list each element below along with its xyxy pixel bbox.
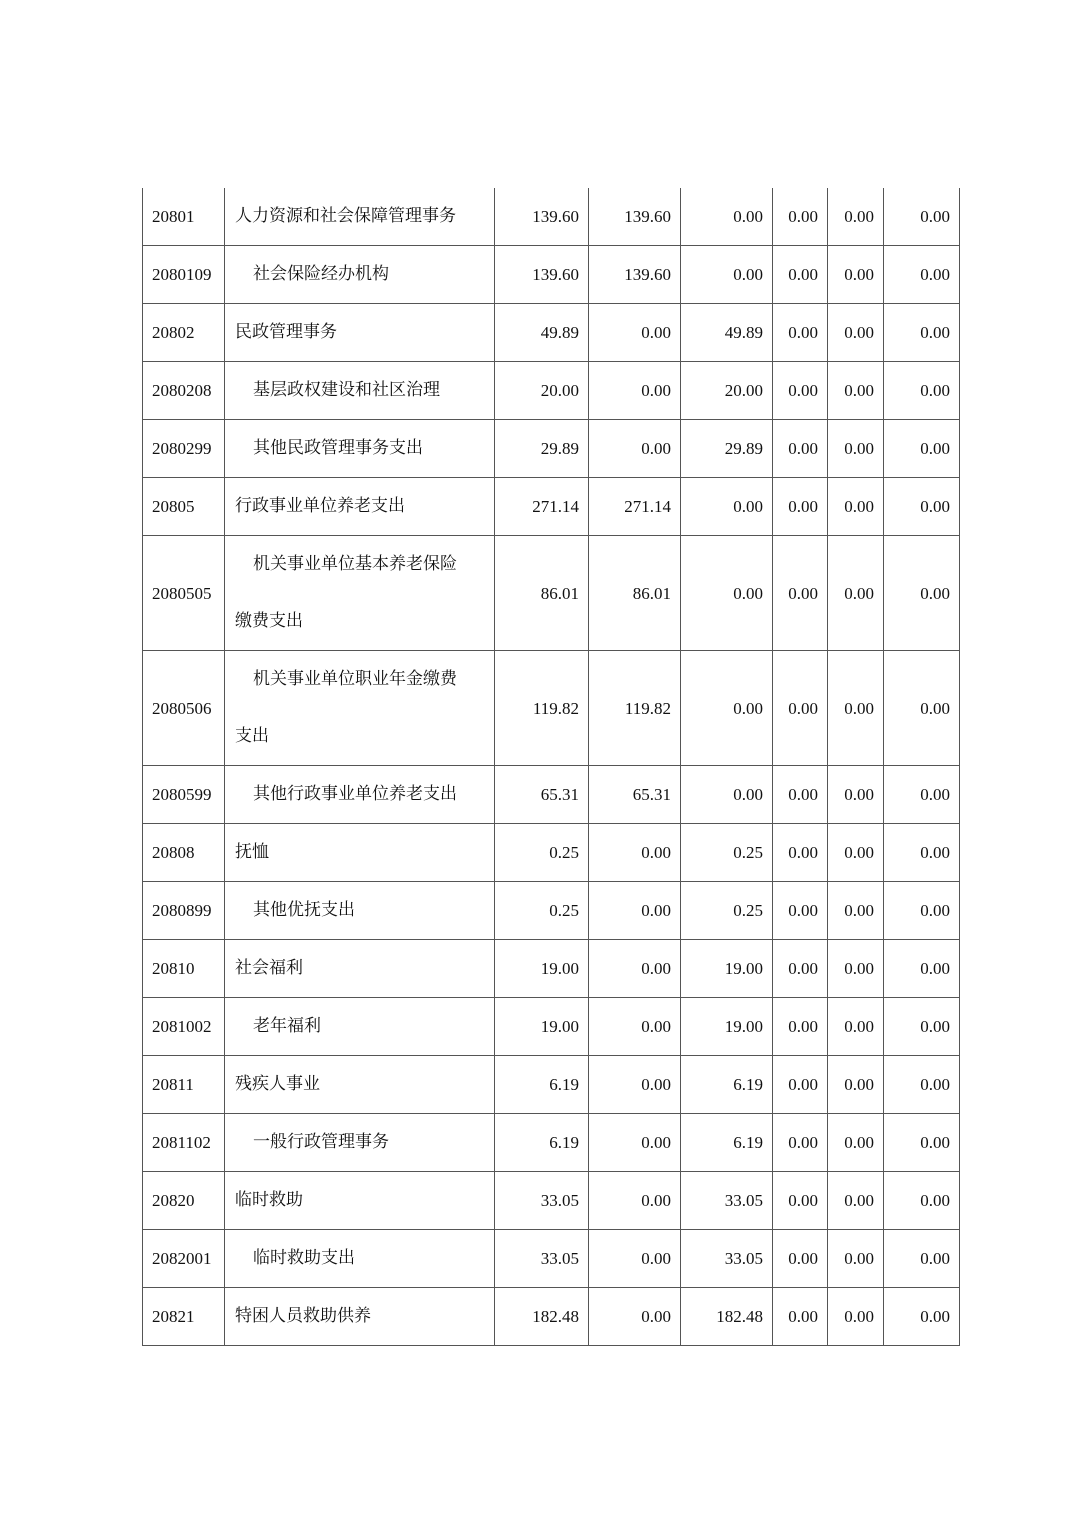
amount-cell: 0.00 xyxy=(828,766,884,824)
subject-code-cell: 2081102 xyxy=(143,1114,225,1172)
amount-cell: 0.00 xyxy=(884,1172,960,1230)
amount-cell: 271.14 xyxy=(589,478,681,536)
subject-code-cell: 20821 xyxy=(143,1288,225,1346)
amount-cell: 33.05 xyxy=(681,1172,773,1230)
subject-code-cell: 20802 xyxy=(143,304,225,362)
table-row xyxy=(143,362,960,420)
amount-cell: 0.00 xyxy=(773,420,828,478)
amount-cell: 0.00 xyxy=(828,940,884,998)
table-row xyxy=(143,478,960,536)
amount-cell: 182.48 xyxy=(681,1288,773,1346)
subject-code-cell: 20811 xyxy=(143,1056,225,1114)
subject-name-cell: 老年福利 xyxy=(225,998,495,1056)
amount-cell: 271.14 xyxy=(495,478,589,536)
table-row xyxy=(143,420,960,478)
amount-cell: 49.89 xyxy=(495,304,589,362)
amount-cell: 0.00 xyxy=(773,536,828,651)
amount-cell: 0.00 xyxy=(589,940,681,998)
amount-cell: 0.00 xyxy=(589,362,681,420)
table-row xyxy=(143,536,960,651)
amount-cell: 0.00 xyxy=(828,362,884,420)
amount-cell: 0.00 xyxy=(773,1172,828,1230)
amount-cell: 0.00 xyxy=(884,766,960,824)
amount-cell: 0.00 xyxy=(773,1114,828,1172)
table-row xyxy=(143,882,960,940)
amount-cell: 0.00 xyxy=(828,651,884,766)
amount-cell: 65.31 xyxy=(495,766,589,824)
amount-cell: 0.25 xyxy=(681,882,773,940)
amount-cell: 0.00 xyxy=(884,478,960,536)
amount-cell: 0.00 xyxy=(589,420,681,478)
subject-name-cell: 临时救助支出 xyxy=(225,1230,495,1288)
amount-cell: 0.00 xyxy=(773,362,828,420)
amount-cell: 0.00 xyxy=(681,536,773,651)
subject-code-cell: 2080299 xyxy=(143,420,225,478)
amount-cell: 0.00 xyxy=(828,1230,884,1288)
subject-name-cell: 民政管理事务 xyxy=(225,304,495,362)
amount-cell: 0.00 xyxy=(884,246,960,304)
subject-name-cell: 临时救助 xyxy=(225,1172,495,1230)
amount-cell: 0.00 xyxy=(884,1230,960,1288)
amount-cell: 0.00 xyxy=(884,824,960,882)
table-row xyxy=(143,1172,960,1230)
amount-cell: 0.00 xyxy=(773,188,828,246)
amount-cell: 0.00 xyxy=(589,1172,681,1230)
budget-table-container xyxy=(142,188,959,1346)
subject-name-cell: 一般行政管理事务 xyxy=(225,1114,495,1172)
amount-cell: 33.05 xyxy=(681,1230,773,1288)
amount-cell: 0.00 xyxy=(589,304,681,362)
amount-cell: 0.00 xyxy=(773,998,828,1056)
amount-cell: 0.00 xyxy=(681,246,773,304)
amount-cell: 19.00 xyxy=(681,998,773,1056)
amount-cell: 0.00 xyxy=(884,536,960,651)
amount-cell: 182.48 xyxy=(495,1288,589,1346)
amount-cell: 0.00 xyxy=(773,766,828,824)
amount-cell: 86.01 xyxy=(589,536,681,651)
table-row xyxy=(143,188,960,246)
table-row xyxy=(143,246,960,304)
amount-cell: 0.00 xyxy=(589,1288,681,1346)
amount-cell: 6.19 xyxy=(495,1114,589,1172)
amount-cell: 0.00 xyxy=(884,1114,960,1172)
subject-code-cell: 2080109 xyxy=(143,246,225,304)
subject-name-line: 支出 xyxy=(235,726,269,746)
subject-name-cell: 社会福利 xyxy=(225,940,495,998)
amount-cell: 29.89 xyxy=(495,420,589,478)
subject-name-cell: 社会保险经办机构 xyxy=(225,246,495,304)
amount-cell: 65.31 xyxy=(589,766,681,824)
amount-cell: 0.00 xyxy=(773,304,828,362)
amount-cell: 0.00 xyxy=(589,824,681,882)
table-row xyxy=(143,766,960,824)
subject-code-cell: 2080506 xyxy=(143,651,225,766)
amount-cell: 0.00 xyxy=(773,651,828,766)
subject-code-cell: 2080599 xyxy=(143,766,225,824)
amount-cell: 6.19 xyxy=(681,1114,773,1172)
subject-name-cell: 残疾人事业 xyxy=(225,1056,495,1114)
amount-cell: 0.00 xyxy=(773,1230,828,1288)
amount-cell: 0.00 xyxy=(828,882,884,940)
amount-cell: 139.60 xyxy=(589,246,681,304)
amount-cell: 139.60 xyxy=(589,188,681,246)
amount-cell: 0.00 xyxy=(884,304,960,362)
subject-code-cell: 2080899 xyxy=(143,882,225,940)
amount-cell: 0.00 xyxy=(828,246,884,304)
amount-cell: 0.00 xyxy=(589,1230,681,1288)
table-row xyxy=(143,651,960,766)
subject-name-cell: 人力资源和社会保障管理事务 xyxy=(225,188,495,246)
amount-cell: 20.00 xyxy=(495,362,589,420)
amount-cell: 0.00 xyxy=(681,478,773,536)
amount-cell: 0.00 xyxy=(681,651,773,766)
subject-name-cell: 抚恤 xyxy=(225,824,495,882)
subject-name-cell: 其他民政管理事务支出 xyxy=(225,420,495,478)
amount-cell: 0.00 xyxy=(884,882,960,940)
subject-code-cell: 2081002 xyxy=(143,998,225,1056)
amount-cell: 19.00 xyxy=(681,940,773,998)
amount-cell: 86.01 xyxy=(495,536,589,651)
amount-cell: 119.82 xyxy=(589,651,681,766)
expenditure-table xyxy=(142,188,960,1346)
amount-cell: 20.00 xyxy=(681,362,773,420)
amount-cell: 0.00 xyxy=(884,362,960,420)
amount-cell: 0.00 xyxy=(828,188,884,246)
amount-cell: 19.00 xyxy=(495,998,589,1056)
amount-cell: 0.25 xyxy=(495,882,589,940)
subject-code-cell: 20808 xyxy=(143,824,225,882)
subject-name-cell: 其他优抚支出 xyxy=(225,882,495,940)
table-row xyxy=(143,1230,960,1288)
subject-name-cell: 基层政权建设和社区治理 xyxy=(225,362,495,420)
amount-cell: 0.00 xyxy=(828,998,884,1056)
subject-code-cell: 2080208 xyxy=(143,362,225,420)
amount-cell: 119.82 xyxy=(495,651,589,766)
amount-cell: 0.00 xyxy=(828,824,884,882)
amount-cell: 0.00 xyxy=(773,882,828,940)
amount-cell: 0.00 xyxy=(828,536,884,651)
subject-code-cell: 2080505 xyxy=(143,536,225,651)
amount-cell: 139.60 xyxy=(495,246,589,304)
amount-cell: 139.60 xyxy=(495,188,589,246)
amount-cell: 0.25 xyxy=(681,824,773,882)
subject-name-cell: 特困人员救助供养 xyxy=(225,1288,495,1346)
table-row xyxy=(143,1056,960,1114)
table-body xyxy=(143,188,960,1346)
subject-code-cell: 20810 xyxy=(143,940,225,998)
amount-cell: 33.05 xyxy=(495,1230,589,1288)
subject-name-cell: 行政事业单位养老支出 xyxy=(225,478,495,536)
amount-cell: 0.00 xyxy=(884,420,960,478)
amount-cell: 0.00 xyxy=(828,1288,884,1346)
subject-name-line: 机关事业单位基本养老保险 xyxy=(253,554,457,574)
amount-cell: 0.00 xyxy=(828,1172,884,1230)
amount-cell: 6.19 xyxy=(681,1056,773,1114)
table-row xyxy=(143,1288,960,1346)
table-row xyxy=(143,940,960,998)
table-row xyxy=(143,1114,960,1172)
amount-cell: 0.00 xyxy=(828,478,884,536)
amount-cell: 0.25 xyxy=(495,824,589,882)
subject-name-line: 缴费支出 xyxy=(235,611,303,631)
amount-cell: 0.00 xyxy=(773,478,828,536)
amount-cell: 0.00 xyxy=(681,766,773,824)
amount-cell: 0.00 xyxy=(773,824,828,882)
subject-code-cell: 2082001 xyxy=(143,1230,225,1288)
amount-cell: 0.00 xyxy=(884,998,960,1056)
amount-cell: 0.00 xyxy=(589,882,681,940)
amount-cell: 19.00 xyxy=(495,940,589,998)
amount-cell: 0.00 xyxy=(589,998,681,1056)
amount-cell: 0.00 xyxy=(884,1056,960,1114)
subject-name-cell: 其他行政事业单位养老支出 xyxy=(225,766,495,824)
amount-cell: 0.00 xyxy=(828,304,884,362)
amount-cell: 0.00 xyxy=(884,188,960,246)
subject-name-cell xyxy=(225,536,495,651)
amount-cell: 0.00 xyxy=(884,651,960,766)
amount-cell: 33.05 xyxy=(495,1172,589,1230)
amount-cell: 0.00 xyxy=(884,1288,960,1346)
table-row xyxy=(143,304,960,362)
subject-code-cell: 20820 xyxy=(143,1172,225,1230)
amount-cell: 29.89 xyxy=(681,420,773,478)
amount-cell: 0.00 xyxy=(773,246,828,304)
amount-cell: 6.19 xyxy=(495,1056,589,1114)
amount-cell: 0.00 xyxy=(589,1056,681,1114)
amount-cell: 49.89 xyxy=(681,304,773,362)
amount-cell: 0.00 xyxy=(681,188,773,246)
subject-name-cell xyxy=(225,651,495,766)
table-row xyxy=(143,824,960,882)
amount-cell: 0.00 xyxy=(828,420,884,478)
amount-cell: 0.00 xyxy=(828,1114,884,1172)
amount-cell: 0.00 xyxy=(828,1056,884,1114)
subject-code-cell: 20805 xyxy=(143,478,225,536)
subject-name-line: 机关事业单位职业年金缴费 xyxy=(253,669,457,689)
table-row xyxy=(143,998,960,1056)
amount-cell: 0.00 xyxy=(773,940,828,998)
amount-cell: 0.00 xyxy=(884,940,960,998)
amount-cell: 0.00 xyxy=(773,1288,828,1346)
amount-cell: 0.00 xyxy=(773,1056,828,1114)
subject-code-cell: 20801 xyxy=(143,188,225,246)
amount-cell: 0.00 xyxy=(589,1114,681,1172)
